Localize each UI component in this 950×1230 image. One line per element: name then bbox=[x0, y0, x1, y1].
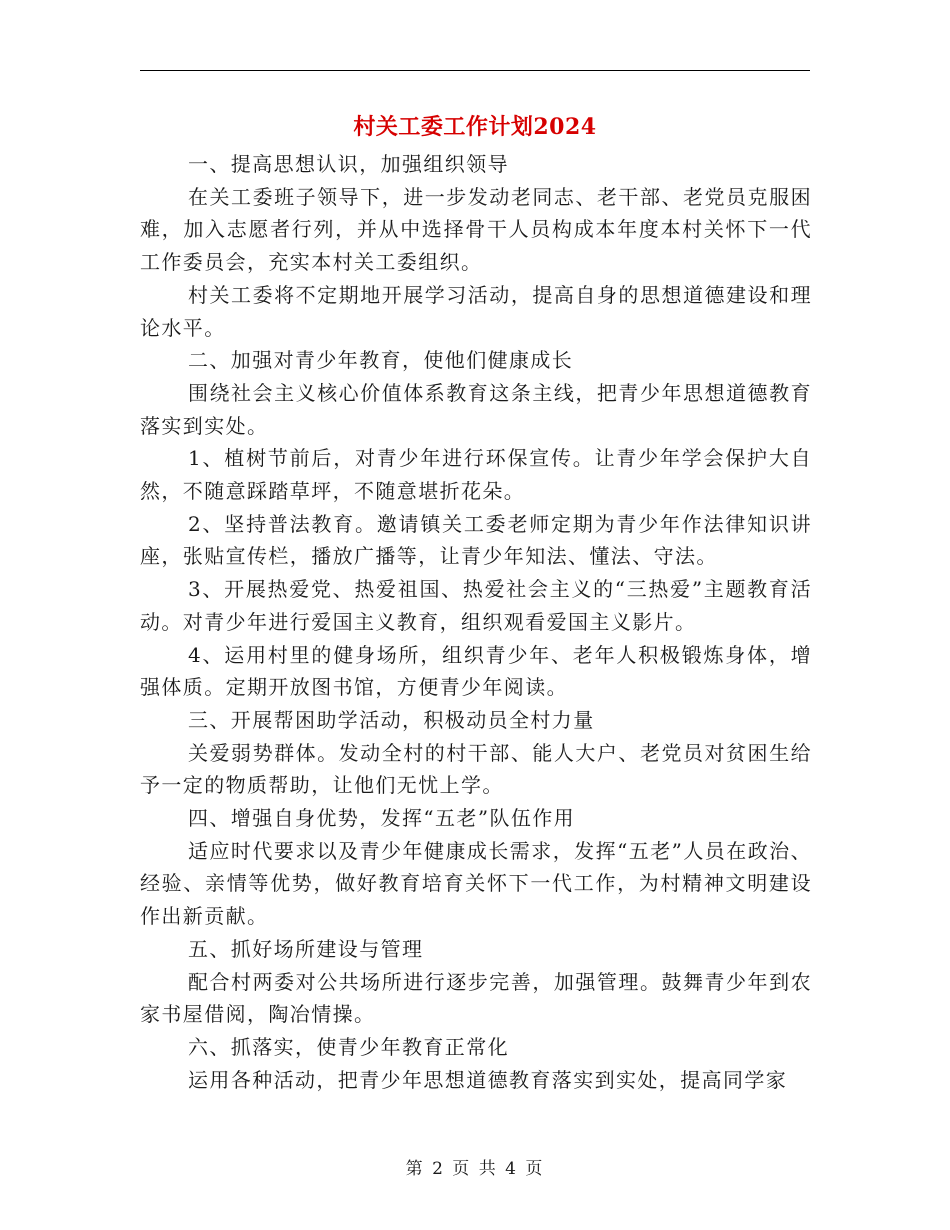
document-body bbox=[140, 148, 812, 1096]
section-heading-3: 三、开展帮困助学活动，积极动员全村力量 bbox=[188, 707, 595, 732]
paragraph: 在关工委班子领导下，进一步发动老同志、老干部、老党员克服困难，加入志愿者行列，并从中选择骨干人员构成本年度本村关怀下一代工作委员会，充实本村关工委组织。 bbox=[140, 184, 812, 275]
paragraph: 围绕社会主义核心价值体系教育这条主线，把青少年思想道德教育落实到实处。 bbox=[140, 380, 812, 438]
paragraph: 村关工委将不定期地开展学习活动，提高自身的思想道德建设和理论水平。 bbox=[140, 282, 812, 340]
paragraph: 配合村两委对公共场所进行逐步完善，加强管理。鼓舞青少年到农家书屋借阅，陶冶情操。 bbox=[140, 969, 812, 1027]
paragraph: 关爱弱势群体。发动全村的村干部、能人大户、老党员对贫困生给予一定的物质帮助，让他们无忧上学。 bbox=[140, 740, 812, 798]
document-title: 村关工委工作计划2024 bbox=[353, 114, 597, 140]
list-item: 3、开展热爱党、热爱祖国、热爱社会主义的“三热爱”主题教育活动。对青少年进行爱国主义教育，组织观看爱国主义影片。 bbox=[140, 577, 812, 634]
section-heading-4: 四、增强自身优势，发挥“五老”队伍作用 bbox=[188, 806, 576, 831]
list-item: 2、坚持普法教育。邀请镇关工委老师定期为青少年作法律知识讲座，张贴宣传栏，播放广播等，让青少年知法、懂法、守法。 bbox=[140, 511, 812, 569]
section-heading-1: 一、提高思想认识，加强组织领导 bbox=[188, 152, 509, 176]
page-number-label: 第 2 页 共 4 页 bbox=[405, 1159, 545, 1179]
section-heading-5: 五、抓好场所建设与管理 bbox=[188, 936, 424, 961]
list-item: 1、植树节前后，对青少年进行环保宣传。让青少年学会保护大自然，不随意踩踏草坪，不随意堪折花朵。 bbox=[140, 446, 812, 504]
section-heading-6: 六、抓落实，使青少年教育正常化 bbox=[188, 1034, 509, 1059]
header-rule bbox=[140, 70, 810, 71]
paragraph: 运用各种活动，把青少年思想道德教育落实到实处，提高同学家 bbox=[188, 1067, 788, 1092]
list-item: 4、运用村里的健身场所，组织青少年、老年人积极锻炼身体，增强体质。定期开放图书馆，方便青少年阅读。 bbox=[140, 642, 812, 700]
paragraph: 适应时代要求以及青少年健康成长需求，发挥“五老”人员在政治、经验、亲情等优势，做好教育培育关怀下一代工作，为村精神文明建设作出新贡献。 bbox=[140, 838, 812, 929]
page-footer bbox=[0, 1154, 950, 1179]
section-heading-2: 二、加强对青少年教育，使他们健康成长 bbox=[188, 348, 574, 373]
